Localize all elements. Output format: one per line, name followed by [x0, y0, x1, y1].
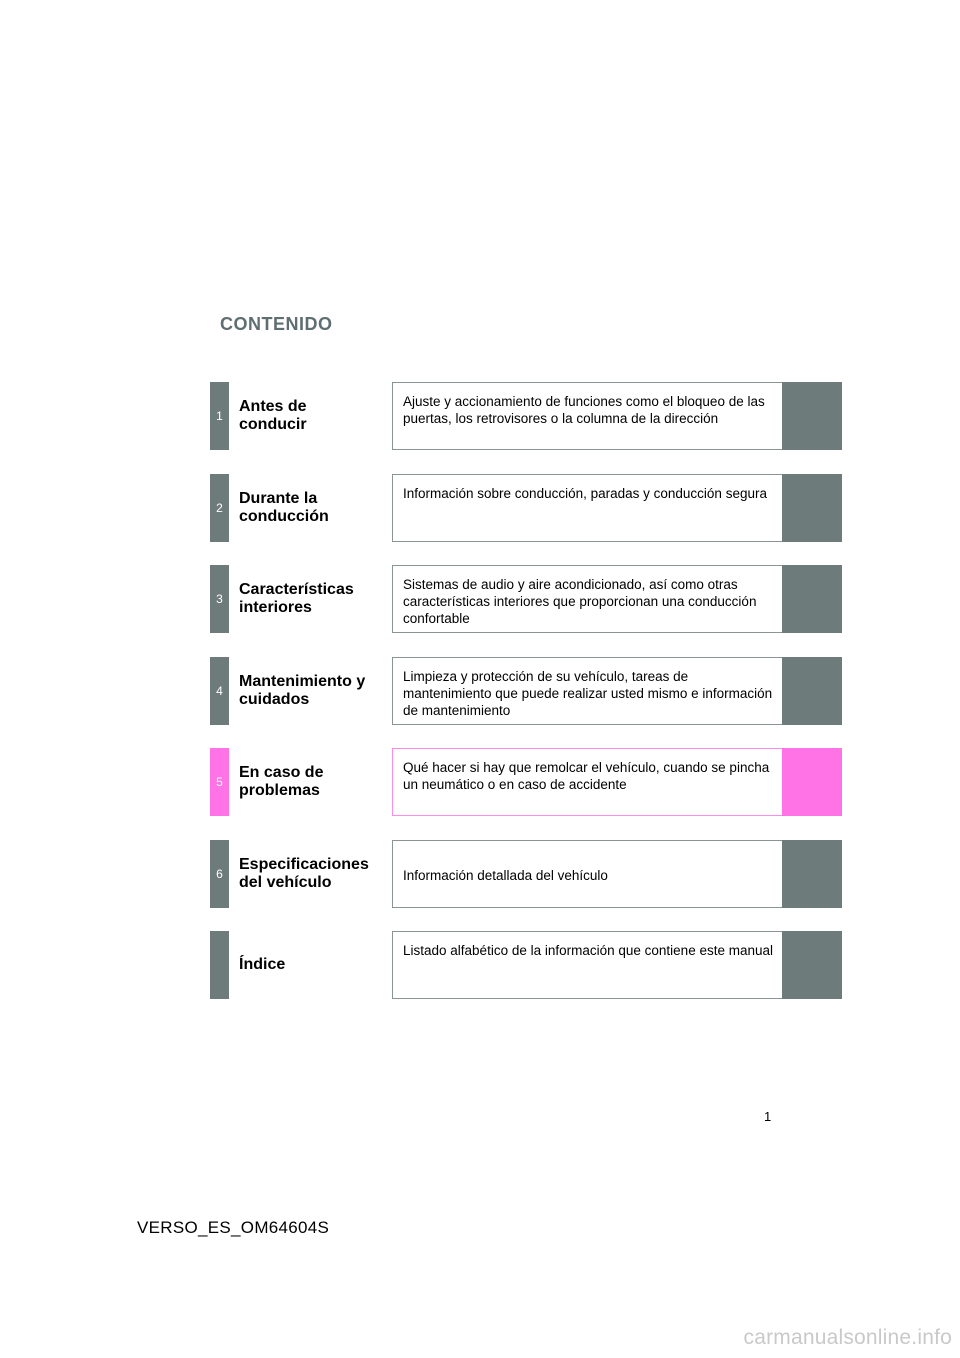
toc-row-6[interactable]	[210, 840, 842, 908]
section-tab[interactable]	[782, 840, 842, 908]
tab-number: 3	[210, 565, 229, 633]
section-tab[interactable]	[782, 931, 842, 999]
tab-number: 1	[210, 382, 229, 450]
section-description-box	[392, 840, 783, 908]
section-title: Índice	[239, 956, 286, 973]
section-description: Sistemas de audio y aire acondicionado, así como otras características interiores que proporcionan una conducción confortable	[403, 577, 757, 626]
tab-number: 5	[210, 748, 229, 816]
tab-number	[210, 931, 229, 999]
section-description: Información detallada del vehículo	[403, 867, 608, 883]
table-of-contents	[210, 382, 842, 1023]
section-tab[interactable]	[782, 565, 842, 633]
watermark: carmanualsonline.info	[743, 1326, 952, 1349]
toc-row-1[interactable]	[210, 382, 842, 450]
section-title: Mantenimiento y cuidados	[239, 672, 366, 708]
page-title: CONTENIDO	[220, 314, 333, 334]
toc-row-index[interactable]	[210, 931, 842, 999]
tab-number: 6	[210, 840, 229, 908]
section-description: Listado alfabético de la información que contiene este manual	[403, 943, 773, 958]
section-title: Características interiores	[239, 581, 354, 616]
tab-number: 4	[210, 657, 229, 725]
section-description: Qué hacer si hay que remolcar el vehículo, cuando se pincha un neumático o en caso de accidente	[403, 760, 770, 792]
section-title: En caso de problemas	[239, 764, 324, 799]
section-title: Antes de conducir	[239, 398, 307, 433]
section-description: Limpieza y protección de su vehículo, tareas de mantenimiento que puede realizar usted mismo e información de mantenimiento	[403, 668, 773, 718]
tab-number: 2	[210, 474, 229, 542]
toc-row-5[interactable]	[210, 748, 842, 816]
section-description: Información sobre conducción, paradas y conducción segura	[403, 485, 767, 501]
section-tab[interactable]	[782, 657, 842, 725]
section-description-box	[392, 474, 783, 542]
section-tab[interactable]	[782, 474, 842, 542]
section-tab[interactable]	[782, 748, 842, 816]
section-description: Ajuste y accionamiento de funciones como el bloqueo de las puertas, los retrovisores o la columna de la dirección	[403, 394, 765, 426]
section-tab[interactable]	[782, 382, 842, 450]
document-code: VERSO_ES_OM64604S	[137, 1218, 330, 1237]
section-description-box	[392, 382, 783, 450]
toc-row-4[interactable]	[210, 657, 842, 725]
toc-row-3[interactable]	[210, 565, 842, 633]
section-description-box	[392, 931, 783, 999]
toc-row-2[interactable]	[210, 474, 842, 542]
section-description-box	[392, 565, 783, 633]
page-number: 1	[764, 1109, 772, 1124]
section-title: Durante la conducción	[239, 489, 329, 525]
section-description-box	[392, 657, 783, 725]
section-description-box	[392, 748, 783, 816]
section-title: Especificaciones del vehículo	[239, 855, 369, 891]
